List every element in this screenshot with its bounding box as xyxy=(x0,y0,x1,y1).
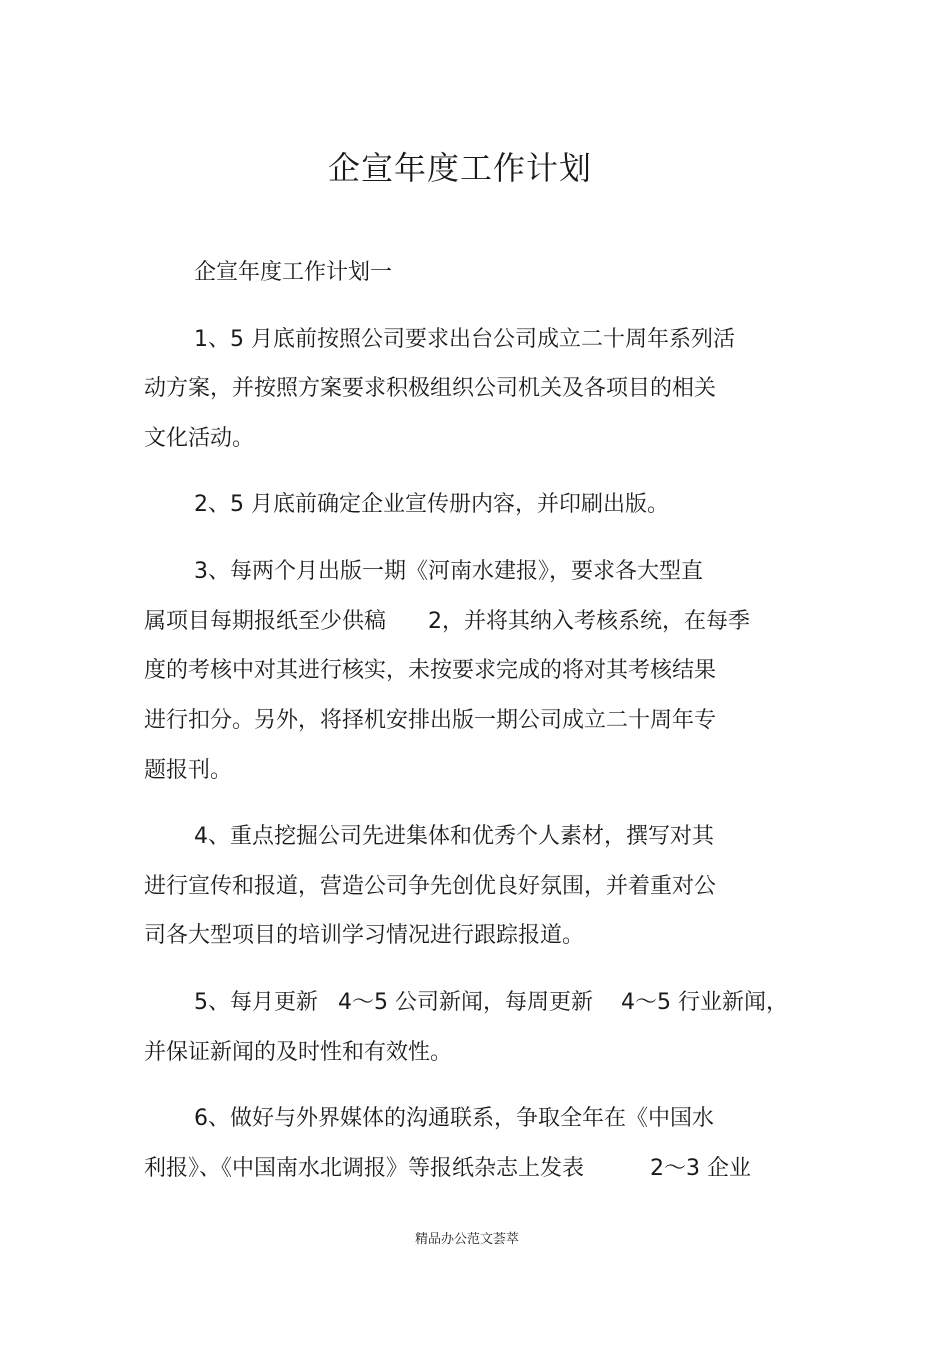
paragraph-line: 4、重点挖掘公司先进集体和优秀个人素材，撰写对其 xyxy=(194,824,714,849)
paragraph-fragment: 5、每月更新 xyxy=(194,990,318,1015)
paragraph-line xyxy=(144,1154,751,1184)
section-heading: 企宣年度工作计划一 xyxy=(194,260,393,285)
paragraph-line: 度的考核中对其进行核实，未按要求完成的将对其考核结果 xyxy=(144,658,717,683)
paragraph-line: 文化活动。 xyxy=(144,426,255,451)
paragraph-line xyxy=(144,607,750,637)
paragraph-fragment: 4～5 行业新闻， xyxy=(621,990,788,1015)
page-footer: 精品办公范文荟萃 xyxy=(414,1232,519,1247)
paragraph-line: 进行扣分。另外，将择机安排出版一期公司成立二十周年专 xyxy=(144,708,717,733)
document-title: 企宣年度工作计划 xyxy=(327,149,592,188)
paragraph-line: 题报刊。 xyxy=(144,758,233,783)
paragraph-line: 司各大型项目的培训学习情况进行跟踪报道。 xyxy=(144,923,585,948)
paragraph-fragment: 属项目每期报纸至少供稿 xyxy=(144,609,387,634)
paragraph-fragment: 2～3 企业 xyxy=(650,1156,752,1181)
paragraph-line xyxy=(194,988,788,1018)
paragraph-line: 2、5 月底前确定企业宣传册内容，并印刷出版。 xyxy=(194,492,669,517)
paragraph-line: 3、每两个月出版一期《河南水建报》，要求各大型直 xyxy=(194,559,703,584)
paragraph-fragment: 2，并将其纳入考核系统，在每季 xyxy=(428,609,751,634)
paragraph-line: 进行宣传和报道，营造公司争先创优良好氛围，并着重对公 xyxy=(144,874,717,899)
paragraph-fragment: 4～5 公司新闻，每周更新 xyxy=(338,990,593,1015)
paragraph-line: 6、做好与外界媒体的沟通联系，争取全年在《中国水 xyxy=(194,1106,714,1131)
paragraph-line: 并保证新闻的及时性和有效性。 xyxy=(144,1040,453,1065)
paragraph-line: 动方案，并按照方案要求积极组织公司机关及各项目的相关 xyxy=(144,376,717,401)
paragraph-line: 1、5 月底前按照公司要求出台公司成立二十周年系列活 xyxy=(194,327,735,352)
paragraph-fragment: 利报》、《中国南水北调报》等报纸杂志上发表 xyxy=(144,1156,585,1181)
